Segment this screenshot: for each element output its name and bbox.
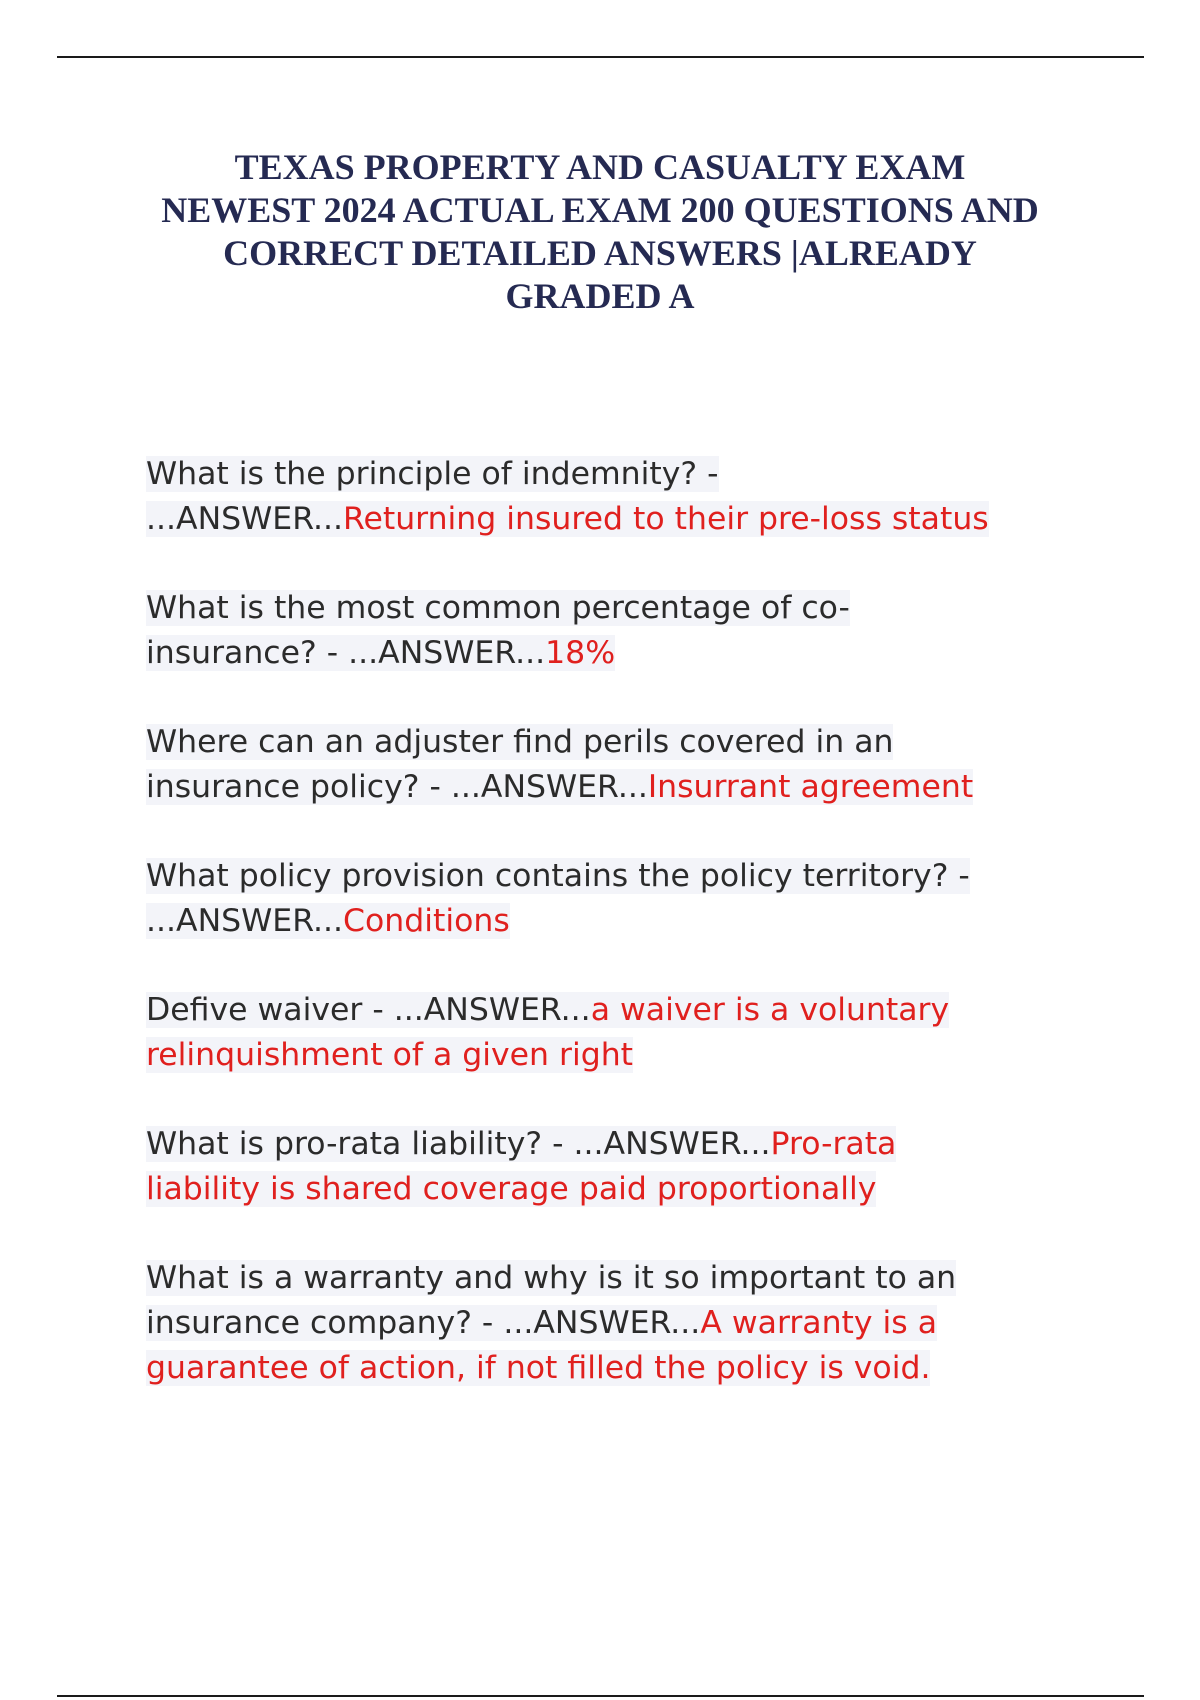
question-text: What policy provision contains the policy territory? -: [146, 858, 970, 894]
qa-list: [146, 452, 1096, 1435]
qa-item: [146, 1122, 1096, 1212]
qa-item: [146, 452, 1096, 542]
qa-item: [146, 988, 1096, 1078]
question-text: What is a warranty and why is it so important to an: [146, 1260, 957, 1296]
title-line: NEWEST 2024 ACTUAL EXAM 200 QUESTIONS AND: [161, 190, 1039, 230]
question-text: ...ANSWER...: [146, 501, 343, 537]
title-line: CORRECT DETAILED ANSWERS |ALREADY: [223, 233, 977, 273]
answer-text: relinquishment of a given right: [146, 1037, 634, 1073]
qa-item: [146, 586, 1096, 676]
question-text: insurance? - ...ANSWER...: [146, 635, 546, 671]
title-line: GRADED A: [505, 276, 695, 316]
title-line: TEXAS PROPERTY AND CASUALTY EXAM: [234, 147, 966, 187]
document-title: [120, 146, 1080, 318]
answer-text: liability is shared coverage paid proportionally: [146, 1171, 877, 1207]
answer-text: A warranty is a: [700, 1305, 938, 1341]
answer-text: Conditions: [343, 903, 510, 939]
qa-item: [146, 720, 1096, 810]
answer-text: Pro-rata: [770, 1126, 897, 1162]
question-text: What is the most common percentage of co-: [146, 590, 850, 626]
question-text: ...ANSWER...: [146, 903, 343, 939]
question-text: insurance policy? - ...ANSWER...: [146, 769, 648, 805]
answer-text: 18%: [545, 635, 616, 671]
qa-item: [146, 1256, 1096, 1391]
top-rule: [57, 56, 1144, 58]
answer-text: Returning insured to their pre-loss status: [343, 501, 989, 537]
question-text: What is pro-rata liability? - ...ANSWER...: [146, 1126, 771, 1162]
question-text: Defive waiver - ...ANSWER...: [146, 992, 591, 1028]
answer-text: Insurrant agreement: [647, 769, 974, 805]
bottom-rule: [57, 1695, 1144, 1697]
answer-text: guarantee of action, if not filled the policy is void.: [146, 1350, 931, 1386]
question-text: What is the principle of indemnity? -: [146, 456, 719, 492]
question-text: insurance company? - ...ANSWER...: [146, 1305, 701, 1341]
question-text: Where can an adjuster find perils covered in an: [146, 724, 894, 760]
answer-text: a waiver is a voluntary: [590, 992, 950, 1028]
qa-item: [146, 854, 1096, 944]
